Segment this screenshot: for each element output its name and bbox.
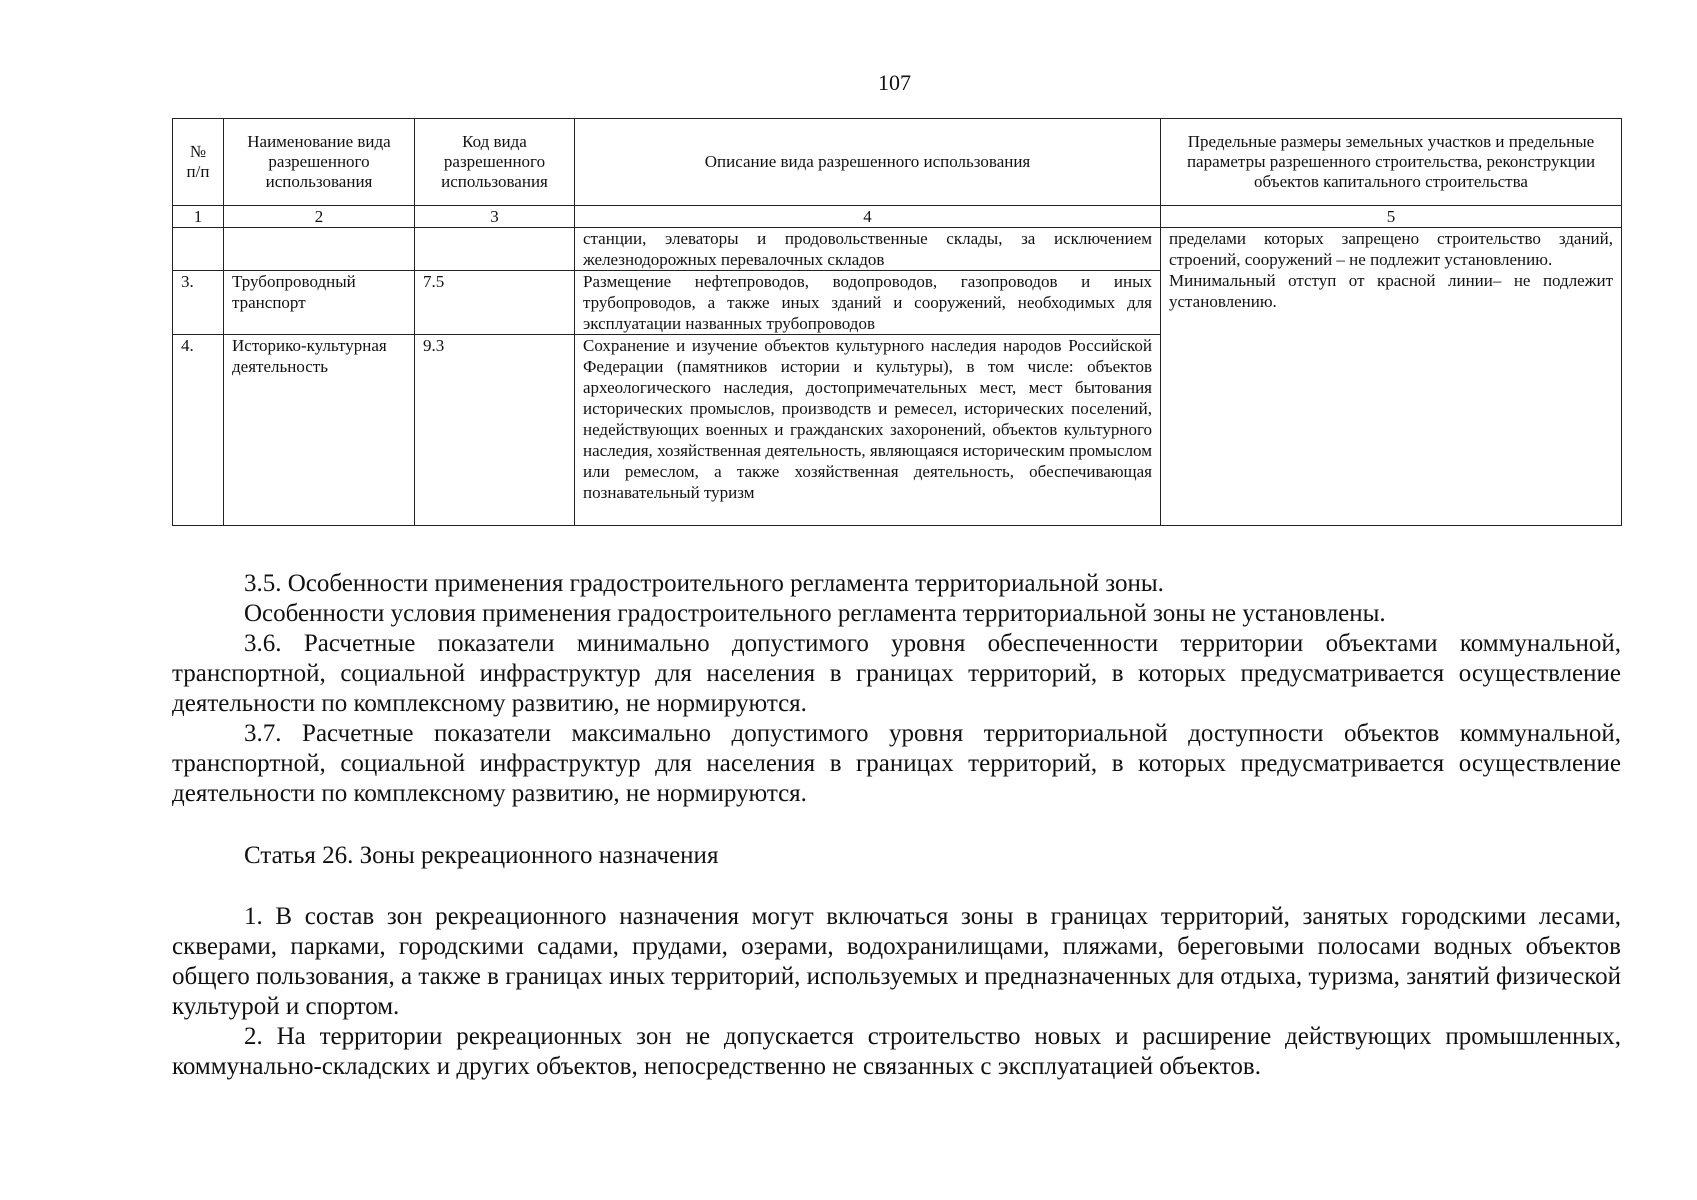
column-number: 3 [415, 206, 575, 228]
row-use-code: 9.3 [415, 335, 575, 526]
row-use-code: 7.5 [415, 271, 575, 335]
row-number: 3. [173, 271, 224, 335]
table-row [173, 228, 1622, 271]
header-limits: Предельные размеры земельных участков и предельные параметры разрешенного строительства, реконструкции объектов капитального строительства [1161, 119, 1622, 206]
limits-cell [1161, 228, 1622, 526]
row-number: 4. [173, 335, 224, 526]
column-number: 1 [173, 206, 224, 228]
row-use-code [415, 228, 575, 271]
column-number: 4 [575, 206, 1161, 228]
section-3-5-block [172, 569, 1621, 809]
permitted-use-table [172, 118, 1622, 526]
paragraph: 1. В состав зон рекреационного назначения могут включаться зоны в границах территорий, занятых городскими лесами, скверами, парками, городскими садами, прудами, озерами, водохранилищами, пляжами, береговыми полосами водных объектов общего пользования, а также в границах иных территорий, используемых и предназначенных для отдыха, туризма, занятий физической культурой и спортом. [172, 903, 1621, 1020]
row-use-name: Трубопроводный транспорт [224, 271, 415, 335]
article-26-body [172, 902, 1621, 1082]
column-number: 2 [224, 206, 415, 228]
paragraph: Особенности условия применения градостроительного регламента территориальной зоны не установлены. [244, 600, 1386, 627]
article-26-title-block [172, 841, 1621, 871]
header-use-description: Описание вида разрешенного использования [575, 119, 1161, 206]
row-number [173, 228, 224, 271]
header-use-name: Наименование вида разрешенного использования [224, 119, 415, 206]
page-number: 107 [878, 70, 911, 95]
paragraph: 2. На территории рекреационных зон не допускается строительство новых и расширение действующих промышленных, коммунально-складских и других объектов, непосредственно не связанных с эксплуатацией объектов. [172, 1023, 1621, 1080]
paragraph: 3.6. Расчетные показатели минимально допустимого уровня обеспеченности территории объектами коммунальной, транспортной, социальной инфраструктур для населения в границах территорий, в которых предусматривается осуществление деятельности по комплексному развитию, не нормируются. [172, 630, 1621, 717]
paragraph: 3.7. Расчетные показатели максимально допустимого уровня территориальной доступности объектов коммунальной, транспортной, социальной инфраструктур для населения в границах территорий, в которых предусматривается осуществление деятельности по комплексному развитию, не нормируются. [172, 720, 1621, 807]
column-number: 5 [1161, 206, 1622, 228]
row-use-description: Сохранение и изучение объектов культурного наследия народов Российской Федерации (памятников истории и культуры), в том числе: объектов археологического наследия, достопримечательных мест, мест бытования исторических промыслов, производств и ремесел, исторических поселений, недействующих военных и гражданских захоронений, объектов культурного наследия, хозяйственная деятельность, являющаяся историческим промыслом или ремеслом, а также хозяйственная деятельность, обеспечивающая познавательный туризм [575, 335, 1161, 526]
limits-text-red-line: Минимальный отступ от красной линии– не подлежит установлению. [1169, 271, 1613, 311]
row-use-name [224, 228, 415, 271]
section-heading: 3.5. Особенности применения градостроительного регламента территориальной зоны. [244, 570, 1164, 597]
header-use-code: Код вида разрешенного использования [415, 119, 575, 206]
row-use-description: Размещение нефтепроводов, водопроводов, газопроводов и иных трубопроводов, а также иных зданий и сооружений, необходимых для эксплуатации названных трубопроводов [575, 271, 1161, 335]
table-column-numbers-row [173, 206, 1622, 228]
table-header-row [173, 119, 1622, 206]
header-number: № п/п [173, 119, 224, 206]
row-use-description: станции, элеваторы и продовольственные склады, за исключением железнодорожных перевалочных складов [575, 228, 1161, 271]
limits-text: пределами которых запрещено строительство зданий, строений, сооружений – не подлежит установлению. [1169, 229, 1613, 269]
row-use-name: Историко-культурная деятельность [224, 335, 415, 526]
article-title: Статья 26. Зоны рекреационного назначения [244, 842, 719, 869]
